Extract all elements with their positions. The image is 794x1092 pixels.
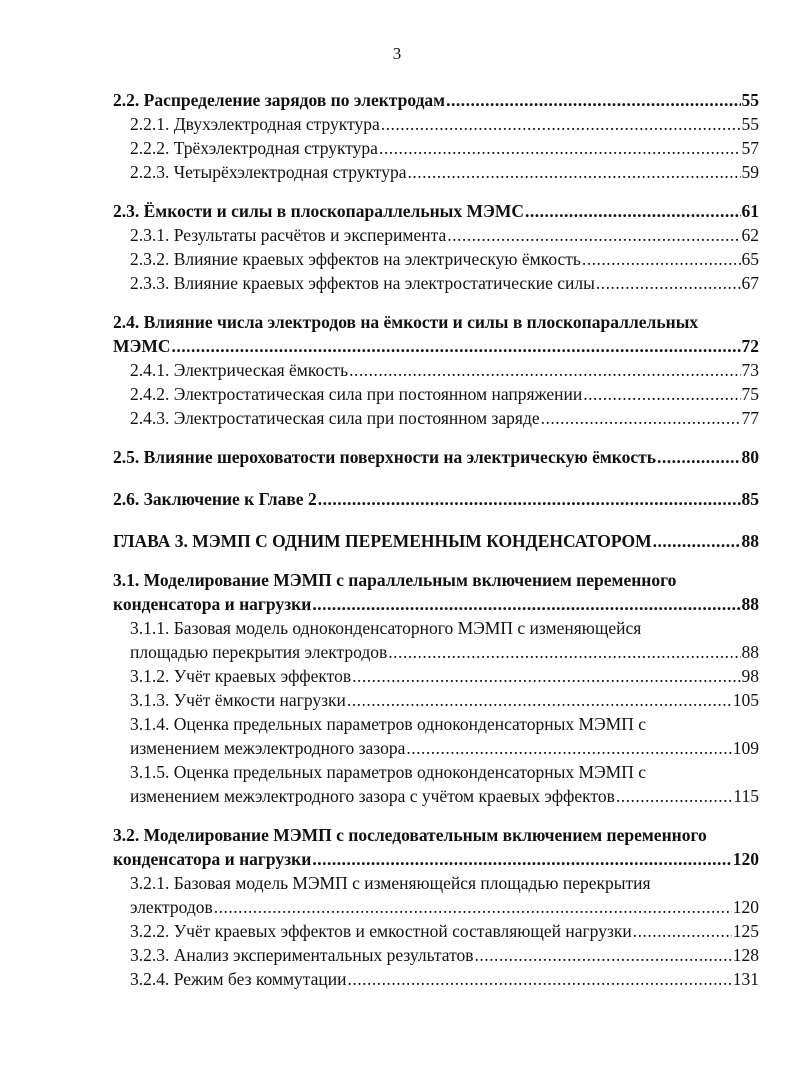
dot-leader bbox=[653, 529, 741, 553]
dot-leader bbox=[379, 136, 741, 160]
toc-subsection-2-4-3[interactable] bbox=[113, 406, 759, 430]
dot-leader bbox=[312, 847, 731, 871]
toc-title-line-2: конденсатора и нагрузки bbox=[113, 849, 312, 869]
toc-subsection-2-3-3[interactable] bbox=[113, 271, 759, 295]
dot-leader bbox=[657, 445, 740, 469]
toc-subsection-2-3-1[interactable] bbox=[113, 223, 759, 247]
toc-title: 2.4.3. Электростатическая сила при постоянном заряде bbox=[130, 408, 540, 428]
toc-subsection-3-2-3[interactable] bbox=[113, 943, 759, 967]
dot-leader bbox=[381, 112, 741, 136]
toc-page-number: 72 bbox=[741, 336, 759, 356]
toc-title: 2.4.1. Электрическая ёмкость bbox=[130, 360, 349, 380]
toc-page-number: 67 bbox=[741, 273, 759, 293]
toc-section-2-4[interactable] bbox=[113, 310, 759, 358]
toc-subsection-2-2-3[interactable] bbox=[113, 160, 759, 184]
dot-leader bbox=[318, 487, 741, 511]
toc-page-number: 120 bbox=[732, 897, 759, 917]
toc-title: 2.2.1. Двухэлектродная структура bbox=[130, 114, 380, 134]
toc-subsection-3-1-3[interactable] bbox=[113, 688, 759, 712]
toc-page-number: 62 bbox=[741, 225, 759, 245]
toc-title-line-2: конденсатора и нагрузки bbox=[113, 594, 312, 614]
dot-leader bbox=[447, 223, 740, 247]
toc-page-number: 65 bbox=[741, 249, 759, 269]
dot-leader bbox=[616, 784, 733, 808]
toc-page-number: 125 bbox=[732, 921, 759, 941]
toc-page-number: 115 bbox=[733, 786, 759, 806]
toc-section-2-2[interactable] bbox=[113, 88, 759, 112]
dot-leader bbox=[475, 943, 732, 967]
toc-page-number: 59 bbox=[741, 162, 759, 182]
toc-title: 2.3. Ёмкости и силы в плоскопараллельных МЭМС bbox=[113, 201, 525, 221]
toc-section-2-3[interactable] bbox=[113, 199, 759, 223]
toc-page-number: 77 bbox=[741, 408, 759, 428]
dot-leader bbox=[214, 895, 732, 919]
dot-leader bbox=[525, 199, 740, 223]
dot-leader bbox=[596, 271, 741, 295]
toc-subsection-2-2-2[interactable] bbox=[113, 136, 759, 160]
toc-page-number: 80 bbox=[741, 447, 759, 467]
toc-page-number: 105 bbox=[732, 690, 759, 710]
toc-title: 3.1.2. Учёт краевых эффектов bbox=[130, 666, 352, 686]
toc-page-number: 128 bbox=[732, 945, 759, 965]
toc-title: 2.2.2. Трёхэлектродная структура bbox=[130, 138, 378, 158]
toc-subsection-3-1-5[interactable] bbox=[113, 760, 759, 808]
toc-section-2-6[interactable] bbox=[113, 487, 759, 511]
toc-page-number: 75 bbox=[741, 384, 759, 404]
toc-page-number: 98 bbox=[741, 666, 759, 686]
dot-leader bbox=[349, 358, 740, 382]
toc-subsection-2-3-2[interactable] bbox=[113, 247, 759, 271]
toc-page-number: 131 bbox=[732, 969, 759, 989]
toc-title: 3.2.4. Режим без коммутации bbox=[130, 969, 347, 989]
toc-title: 2.3.1. Результаты расчётов и эксперимента bbox=[130, 225, 447, 245]
dot-leader bbox=[407, 160, 740, 184]
toc-subsection-3-1-2[interactable] bbox=[113, 664, 759, 688]
page-number: 3 bbox=[392, 44, 402, 63]
toc-title: 3.2.3. Анализ экспериментальных результатов bbox=[130, 945, 474, 965]
dot-leader bbox=[446, 88, 740, 112]
toc-page-number: 61 bbox=[741, 201, 759, 221]
toc-title-line-1: 3.2. Моделирование МЭМП с последовательным включением переменного bbox=[113, 825, 707, 845]
toc-title-line-2: изменением межэлектродного зазора bbox=[130, 738, 406, 758]
toc-title: 2.5. Влияние шероховатости поверхности на электрическую ёмкость bbox=[113, 447, 657, 467]
toc-page-number: 55 bbox=[741, 114, 759, 134]
toc-chapter-3[interactable] bbox=[113, 529, 759, 553]
toc-title-line-1: 3.2.1. Базовая модель МЭМП с изменяющейся площадью перекрытия bbox=[130, 873, 651, 893]
toc-title: 2.2. Распределение зарядов по электродам bbox=[113, 90, 446, 110]
toc-title: 2.3.2. Влияние краевых эффектов на электрическую ёмкость bbox=[130, 249, 581, 269]
toc-title-line-2: МЭМС bbox=[113, 336, 171, 356]
toc-title: 2.2.3. Четырёхэлектродная структура bbox=[130, 162, 407, 182]
toc-subsection-3-2-1[interactable] bbox=[113, 871, 759, 919]
dot-leader bbox=[406, 736, 731, 760]
dot-leader bbox=[352, 664, 740, 688]
dot-leader bbox=[347, 688, 732, 712]
toc-page-number: 120 bbox=[732, 849, 759, 869]
toc-subsection-2-4-2[interactable] bbox=[113, 382, 759, 406]
toc-title-line-1: 3.1.5. Оценка предельных параметров одноконденсаторных МЭМП с bbox=[130, 762, 646, 782]
toc-subsection-3-1-4[interactable] bbox=[113, 712, 759, 760]
toc-subsection-3-2-4[interactable] bbox=[113, 967, 759, 991]
dot-leader bbox=[541, 406, 741, 430]
dot-leader bbox=[633, 919, 732, 943]
toc-title-line-2: площадью перекрытия электродов bbox=[130, 642, 388, 662]
toc-section-3-2[interactable] bbox=[113, 823, 759, 871]
toc-title-line-1: 2.4. Влияние числа электродов на ёмкости и силы в плоскопараллельных bbox=[113, 312, 699, 332]
toc-title: 2.3.3. Влияние краевых эффектов на электростатические силы bbox=[130, 273, 595, 293]
toc-title: 2.6. Заключение к Главе 2 bbox=[113, 489, 317, 509]
dot-leader bbox=[312, 592, 740, 616]
toc-page-number: 88 bbox=[741, 594, 759, 614]
toc-subsection-3-2-2[interactable] bbox=[113, 919, 759, 943]
toc-title-line-1: 3.1.1. Базовая модель одноконденсаторного МЭМП с изменяющейся bbox=[130, 618, 642, 638]
toc-page-number: 88 bbox=[741, 642, 759, 662]
toc-subsection-2-2-1[interactable] bbox=[113, 112, 759, 136]
table-of-contents bbox=[113, 88, 759, 991]
dot-leader bbox=[582, 247, 741, 271]
dot-leader bbox=[388, 640, 740, 664]
toc-title-line-1: 3.1.4. Оценка предельных параметров одноконденсаторных МЭМП с bbox=[130, 714, 646, 734]
toc-page-number: 57 bbox=[741, 138, 759, 158]
toc-title-line-2: изменением межэлектродного зазора с учётом краевых эффектов bbox=[130, 786, 615, 806]
toc-page-number: 109 bbox=[732, 738, 759, 758]
toc-section-2-5[interactable] bbox=[113, 445, 759, 469]
toc-title: 2.4.2. Электростатическая сила при постоянном напряжении bbox=[130, 384, 583, 404]
toc-section-3-1[interactable] bbox=[113, 568, 759, 616]
dot-leader bbox=[348, 967, 732, 991]
dot-leader bbox=[583, 382, 740, 406]
dot-leader bbox=[172, 334, 741, 358]
toc-title-line-2: электродов bbox=[130, 897, 213, 917]
toc-title: ГЛАВА 3. МЭМП С ОДНИМ ПЕРЕМЕННЫМ КОНДЕНСАТОРОМ bbox=[113, 531, 652, 551]
toc-subsection-3-1-1[interactable] bbox=[113, 616, 759, 664]
toc-subsection-2-4-1[interactable] bbox=[113, 358, 759, 382]
toc-page-number: 55 bbox=[741, 90, 759, 110]
toc-title: 3.1.3. Учёт ёмкости нагрузки bbox=[130, 690, 346, 710]
toc-page-number: 85 bbox=[741, 489, 759, 509]
toc-title: 3.2.2. Учёт краевых эффектов и емкостной составляющей нагрузки bbox=[130, 921, 632, 941]
toc-page-number: 88 bbox=[741, 531, 759, 551]
toc-page-number: 73 bbox=[741, 360, 759, 380]
toc-title-line-1: 3.1. Моделирование МЭМП с параллельным включением переменного bbox=[113, 570, 677, 590]
